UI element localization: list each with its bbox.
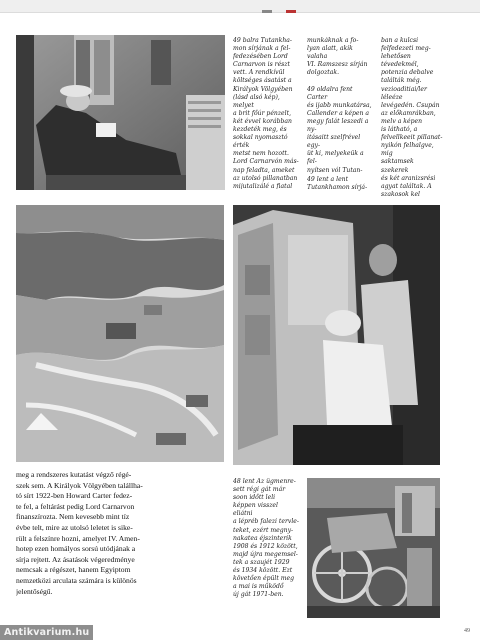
caption-tomb-workers: 48 lent Az ügmenre- sett régi gát már soon időtt leli képpen visszel eliátni a lépréb falezi tervle- teket, ezért megny- nakatea éjszinterik 1908 és 1912 között, majd újra megemsel- tek a szaujét 1929 és 1934 között. Ezt követően épült meg a mai is működő új gát 1971-ben. <box>233 478 299 599</box>
page-number: 49 <box>464 628 470 634</box>
photo-carter-at-shrine <box>233 205 440 465</box>
page-edge-mark <box>262 10 272 13</box>
photo-valley-of-the-kings <box>16 205 224 462</box>
caption-tomb-tail: 49 lent a lent Tutankhamon sírjá- <box>307 176 368 192</box>
watermark-logo: Antikvarium.hu <box>0 625 93 640</box>
photo-shrine-image <box>233 205 440 465</box>
article-body-text: meg a rendszeres kutatást végző régé- szek sem. A Királyok Völgyében talállha- tó sírt 1922-ben Howard Carter fedez- te fel, a feltárást pedig Lord Carnarvon finanszírozta. Nem kevesebb mint tíz évbe telt, mire az utolsó leletet is sike- rült a felszínre hozni, amelyet IV. Amen- hotep ezen homályos sorsú utódjának a sírja rejtett. Az ásatások végeredménye nemcsak a régészet, hanem Egyiptom nemzetközi arculata számára is különös jelentőségű. <box>16 470 143 596</box>
photo-antechamber-image <box>307 478 440 618</box>
caption-carter-reading: 49 balra Tutankha- mon sírjának a fel- fedezésében Lord Carnarvon is részt vett. A rendkívül költséges ásatást a Királyok Völgyében (lásd alsó kép), melyet a brit főúr pénzelt, két évvel korábban kezdeték meg, és sokkal nyomasztó érték metst nem hozott. Lord Carnarvón más- nap feladta, ameket az utolsó pillanatban mijutalizálé a fiatal <box>233 37 299 189</box>
page-edge-mark <box>286 10 296 13</box>
photo-valley-image <box>16 205 224 462</box>
caption-callender: munkáknak a fo- lyan alatt, akik valaha VI. Ramszesz sírján dolgoztak. 49 oldalra fent Carter és ijabb munkatársa, Callender a képen a megy falát leszedi a ny- itásaitt szelfrével egy- üt ki, melyekeük a fel- nyítsen vól Tutan- <box>307 37 372 174</box>
photo-carter-reading-image <box>16 35 225 190</box>
photo-carter-reading <box>16 35 225 190</box>
previous-page-edge <box>0 0 480 13</box>
caption-treasures: ban a kulcsi felfedezeti meg- lehetősen tévedekmél, potenzia debalve találták még. vezioaditiai/ler léleéze levégedén. Csupán az előkamrákban, melv a képen is látható, a felvellkeeit pillanat- nyikón felhalgve, mig saktamsek szekerek és két aranizsrési agyat találtak. A szakosok kel <box>381 37 443 197</box>
photo-antechamber <box>307 478 440 618</box>
